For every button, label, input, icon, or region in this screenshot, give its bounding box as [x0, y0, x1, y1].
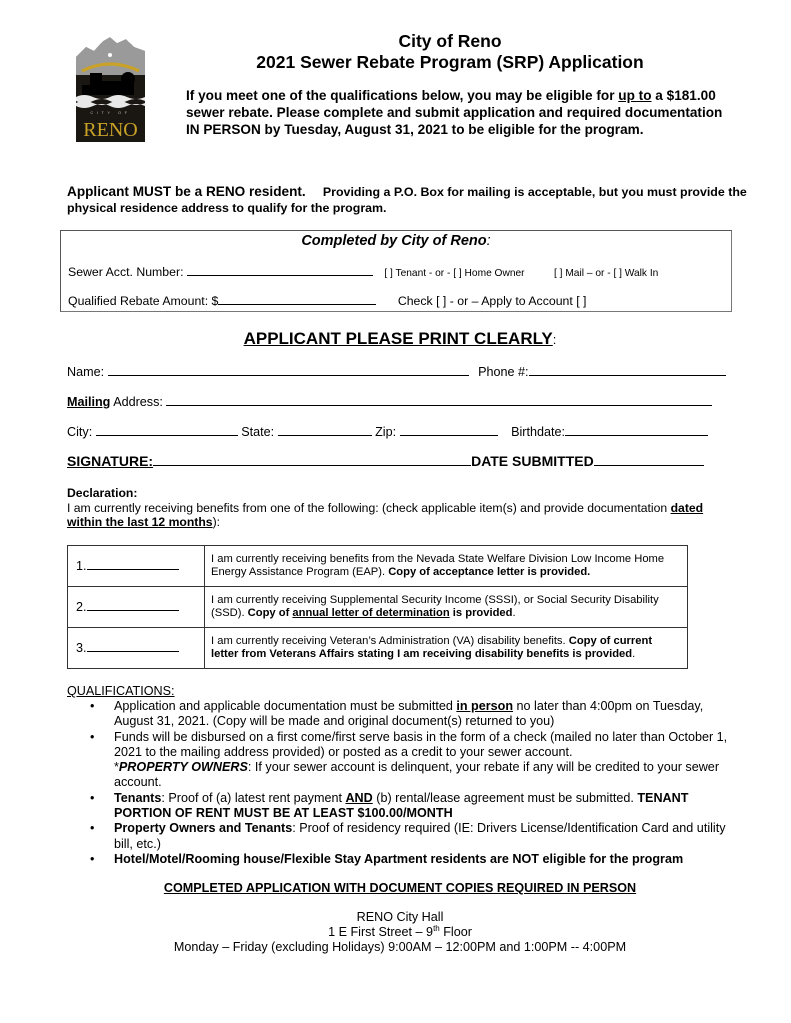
table-row	[68, 546, 688, 587]
date-submitted-label: DATE SUBMITTED	[471, 453, 594, 469]
benefit-check-field[interactable]	[87, 568, 179, 570]
rebate-amount-row	[68, 294, 586, 308]
list-item: • Tenants: Proof of (a) latest rent payment AND (b) rental/lease agreement must be submitted. TENANT PORTION OF RENT MUST BE AT LEAST $100.00/MONTH	[90, 790, 689, 821]
list-item: • Funds will be disbursed on a first come/first serve basis in the form of a check (mailed no later than October 1, 2021 to the mailing address provided) or posted as a credit to your sewer account. *PROPERTY OWNERS: If your sewer account is delinquent, your rebate if any will be credited to your sewer account.	[90, 729, 728, 790]
city-field[interactable]	[96, 434, 238, 436]
rebate-amount-label: Qualified Rebate Amount: $	[68, 294, 219, 308]
city-of-reno-logo	[76, 35, 145, 142]
benefit-description-3: I am currently receiving Veteran’s Administration (VA) disability benefits. Copy of current letter from Veterans Affairs stating I am receiving disability benefits is provided.	[205, 628, 688, 669]
sewer-acct-row	[68, 265, 658, 279]
city-hall-address	[60, 910, 740, 956]
declaration-title: Declaration:	[67, 486, 138, 500]
city-use-only-box	[60, 230, 732, 312]
qualifications-list	[90, 699, 735, 867]
name-phone-row	[67, 365, 726, 379]
benefit-description-1: I am currently receiving benefits from the Nevada State Welfare Division Low Income Home Energy Assistance Program (EAP). Copy of acceptance letter is provided.	[205, 546, 688, 587]
zip-field[interactable]	[400, 434, 498, 436]
benefit-check-field[interactable]	[87, 609, 179, 611]
street-address: 1 E First Street – 9th Floor	[328, 924, 472, 940]
sewer-acct-field[interactable]	[187, 274, 373, 276]
phone-field[interactable]	[529, 374, 726, 376]
payment-method-checkboxes[interactable]: Check [ ] - or – Apply to Account [ ]	[397, 294, 587, 308]
list-item: • Hotel/Motel/Rooming house/Flexible Stay Apartment residents are NOT eligible for the program	[90, 851, 684, 866]
up-to-emphasis: up to	[618, 88, 652, 103]
completed-application-notice: COMPLETED APPLICATION WITH DOCUMENT COPIES REQUIRED IN PERSON	[163, 881, 637, 895]
birthdate-label: Birthdate:	[511, 425, 565, 439]
mailing-label: Mailing	[67, 395, 111, 409]
signature-label: SIGNATURE:	[67, 453, 154, 469]
qualifications-title: QUALIFICATIONS:	[67, 684, 175, 698]
city-label: City:	[67, 425, 93, 439]
declaration	[67, 486, 737, 530]
state-field[interactable]	[278, 434, 372, 436]
benefits-table	[67, 545, 688, 669]
sewer-acct-label: Sewer Acct. Number:	[68, 265, 184, 279]
birthdate-field[interactable]	[565, 434, 708, 436]
address-label: Address:	[110, 395, 163, 409]
logo-skyline	[90, 73, 102, 95]
bullet-icon: •	[90, 851, 95, 866]
signature-row	[67, 453, 704, 469]
rebate-amount-field[interactable]	[218, 303, 376, 305]
list-item: • Application and applicable documentation must be submitted in person no later than 4:00pm on Tuesday, August 31, 2021. (Copy will be made and original document(s) returned to you)	[90, 699, 704, 729]
tenant-owner-checkboxes[interactable]: [ ] Tenant - or - [ ] Home Owner	[384, 268, 525, 279]
state-label: State:	[241, 425, 275, 439]
table-row	[68, 587, 688, 628]
bullet-icon: •	[90, 790, 95, 805]
benefit-description-2: I am currently receiving Supplemental Security Income (SSSI), or Social Security Disability (SSD). Copy of annual letter of determination is provided.	[205, 587, 688, 628]
list-item: • Property Owners and Tenants: Proof of residency required (IE: Drivers License/Identification Card and utility bill, etc.)	[90, 821, 726, 851]
logo-city-of-text: CITY OF	[90, 110, 131, 115]
zip-label: Zip:	[375, 425, 397, 439]
document-title-city: City of Reno	[398, 31, 502, 51]
signature-field[interactable]	[153, 465, 471, 466]
benefit-check-1[interactable]: 1.	[68, 546, 205, 587]
benefit-check-3[interactable]: 3.	[68, 628, 205, 669]
bullet-icon: •	[90, 699, 95, 713]
bullet-icon: •	[90, 729, 95, 744]
city-box-heading: Completed by City of Reno:	[301, 233, 491, 249]
applicant-heading: APPLICANT PLEASE PRINT CLEARLY:	[243, 329, 557, 348]
mailing-address-field[interactable]	[166, 404, 712, 406]
location-name: RENO City Hall	[356, 910, 444, 924]
city-state-zip-row	[67, 425, 708, 439]
mailing-address-row	[67, 395, 712, 409]
table-row	[68, 628, 688, 669]
date-submitted-field[interactable]	[594, 465, 704, 466]
bullet-icon: •	[90, 821, 95, 836]
name-label: Name:	[67, 365, 105, 379]
resident-notice: Applicant MUST be a RENO resident. Providing a P.O. Box for mailing is acceptable, but you must provide the physical residence address to qualify for the program.	[67, 184, 747, 215]
declaration-text: I am currently receiving benefits from one of the following: (check applicable item(s) and provide documentation dated within the last 12 months):	[67, 500, 704, 529]
logo-reno-text: RENO	[83, 119, 138, 141]
office-hours: Monday – Friday (excluding Holidays) 9:00AM – 12:00PM and 1:00PM -- 4:00PM	[173, 940, 627, 955]
mail-walkin-checkboxes[interactable]: [ ] Mail – or - [ ] Walk In	[554, 268, 659, 279]
benefit-check-2[interactable]: 2.	[68, 587, 205, 628]
document-title-program: 2021 Sewer Rebate Program (SRP) Application	[256, 52, 644, 72]
benefit-check-field[interactable]	[87, 650, 179, 652]
logo-star	[108, 53, 112, 57]
name-field[interactable]	[108, 374, 469, 376]
eligibility-intro: If you meet one of the qualifications below, you may be eligible for up to a $181.00 sewer rebate. Please complete and submit application and required documentation IN PERSON by Tuesday, August 31, 2021 to be eligible for the program.	[186, 88, 723, 138]
phone-label: Phone #:	[478, 365, 529, 379]
